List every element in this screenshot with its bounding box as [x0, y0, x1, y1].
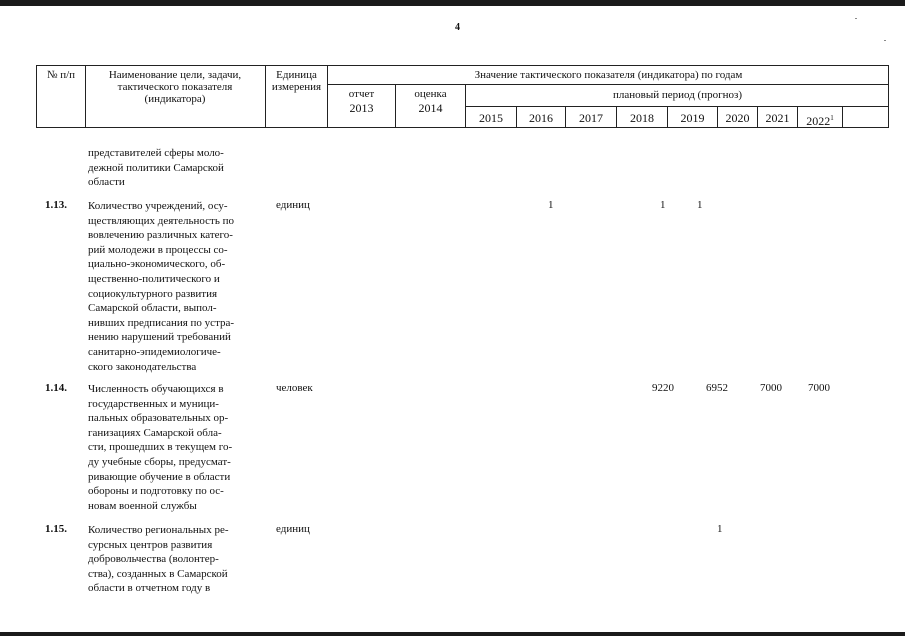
row-indicator-name: Количество региональных ре- сурсных центров развития добровольчества (волонтер- ства), созданных в Самарской области в отчетном году в — [88, 524, 229, 595]
row-value-2019: 1 — [717, 523, 723, 535]
row-indicator-name: Численность обучающихся в государственных и муници- пальных образовательных ор- ганизациях Самарской обла- сти, прошедших в текущем го- ду учебные сборы, предусмат- ривающие обучение в области обороны и подготовку по ос- новам военной службы — [88, 383, 233, 512]
header-year: 2021 — [765, 111, 790, 125]
header-year: 2018 — [630, 111, 654, 125]
row-value-2018: 1 — [660, 199, 666, 211]
header-year-last: 2022$^1$ — [806, 114, 834, 128]
header-estimate-year: 2014 — [418, 101, 443, 115]
row-indicator-name: Количество учреждений, осу- ществляющих деятельность по вовлечению различных катего- рий молодежи в процессы со- циально-экономического, об- щественно-политического и социокультурного развития Самарской области, выпол- нивших предписания по устра- нению нарушений требований санитарно-эпидемиологиче- ского законодательства — [88, 200, 235, 373]
row-value-2021: 7000 — [808, 382, 830, 394]
row-value-2019: 1 — [697, 199, 703, 211]
header-col-name: Наименование цели, задачи, тактического показателя (индикатора) — [108, 69, 242, 105]
scan-speck — [884, 40, 886, 41]
top-rule — [0, 0, 905, 6]
row-continuation-name: представителей сферы моло- дежной политики Самарской области — [88, 147, 224, 189]
table-header — [36, 65, 889, 128]
row-value-2019: 6952 — [706, 382, 728, 394]
header-year: 2019 — [680, 111, 705, 125]
row-value-2016: 1 — [548, 199, 554, 211]
bottom-rule — [0, 632, 905, 636]
page-number: 4 — [455, 22, 460, 33]
header-estimate-label: оценка — [414, 88, 447, 100]
header-col-number: № п/п — [46, 69, 76, 81]
row-number: 1.15. — [45, 523, 67, 535]
header-report-label: отчет — [348, 88, 375, 100]
header-plan-period: плановый период (прогноз) — [612, 89, 742, 101]
header-year: 2016 — [529, 111, 553, 125]
row-unit: единиц — [276, 199, 310, 211]
scan-speck — [855, 18, 857, 19]
header-year: 2017 — [579, 111, 603, 125]
header-year: 2020 — [725, 111, 750, 125]
header-col-values: Значение тактического показателя (индикатора) по годам — [474, 69, 743, 81]
footnote-mark: 1 — [830, 114, 834, 122]
row-unit: единиц — [276, 523, 310, 535]
row-value-2018: 9220 — [652, 382, 674, 394]
row-value-2020: 7000 — [760, 382, 782, 394]
header-col-unit: Единица измерения — [271, 69, 322, 93]
header-report-year: 2013 — [349, 101, 374, 115]
row-unit: человек — [276, 382, 313, 394]
header-year: 2015 — [479, 111, 503, 125]
row-number: 1.14. — [45, 382, 67, 394]
row-number: 1.13. — [45, 199, 67, 211]
